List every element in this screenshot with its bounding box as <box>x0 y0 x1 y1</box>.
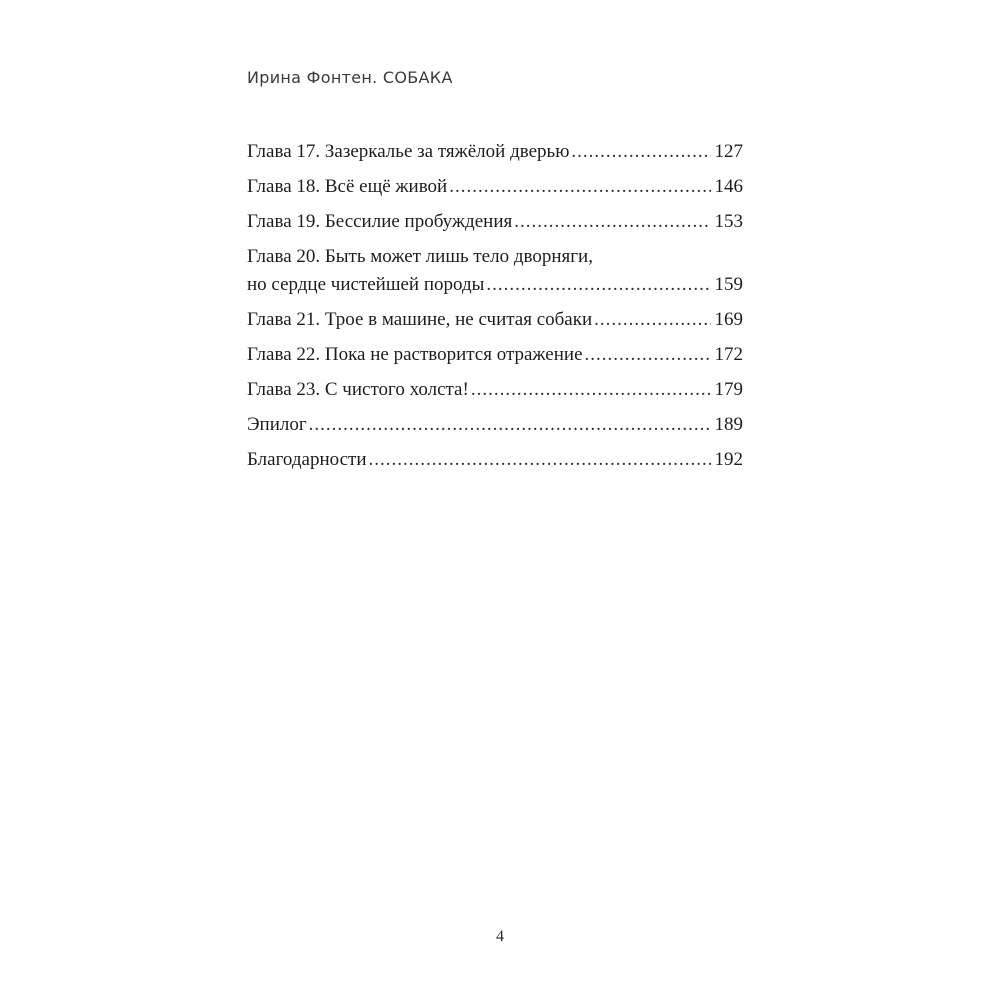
toc-leader-dots <box>449 173 710 201</box>
toc-entry-page: 189 <box>714 414 743 435</box>
page-number: 4 <box>496 928 504 945</box>
toc-leader-dots <box>471 376 711 404</box>
toc-entry-title: Глава 17. Зазеркалье за тяжёлой дверью <box>247 141 570 162</box>
toc-entry-chapter-20[interactable] <box>247 243 743 299</box>
toc-entry-title: Эпилог <box>247 414 307 435</box>
toc-entry-chapter-18[interactable] <box>247 173 743 201</box>
toc-entry-page: 192 <box>714 449 743 470</box>
running-head: Ирина Фонтен. СОБАКА <box>247 68 453 87</box>
toc-leader-dots <box>309 411 711 439</box>
toc-leader-dots <box>369 446 711 474</box>
table-of-contents <box>247 138 743 481</box>
toc-entry-acknowledgements[interactable] <box>247 446 743 474</box>
toc-entry-page: 159 <box>714 274 743 295</box>
toc-entry-page: 169 <box>714 309 743 330</box>
toc-entry-page: 127 <box>714 141 743 162</box>
toc-leader-dots <box>514 208 710 236</box>
toc-leader-dots <box>486 271 710 299</box>
toc-entry-page: 153 <box>714 211 743 232</box>
toc-entry-title: Благодарности <box>247 449 367 470</box>
toc-entry-title: Глава 21. Трое в машине, не считая собаки <box>247 309 593 330</box>
toc-entry-page: 172 <box>714 344 743 365</box>
toc-entry-title: Глава 18. Всё ещё живой <box>247 176 448 197</box>
toc-entry-title-line-1: Глава 20. Быть может лишь тело дворняги, <box>247 246 593 267</box>
toc-leader-dots <box>594 306 710 334</box>
toc-entry-title: Глава 22. Пока не растворится отражение <box>247 344 583 365</box>
toc-entry-title: Глава 23. С чистого холста! <box>247 379 469 400</box>
toc-leader-dots <box>571 138 710 166</box>
toc-entry-chapter-23[interactable] <box>247 376 743 404</box>
toc-entry-epilogue[interactable] <box>247 411 743 439</box>
toc-entry-page: 146 <box>714 176 743 197</box>
toc-entry-title: Глава 19. Бессилие пробуждения <box>247 211 513 232</box>
toc-entry-chapter-19[interactable] <box>247 208 743 236</box>
toc-entry-chapter-17[interactable] <box>247 138 743 166</box>
toc-entry-chapter-22[interactable] <box>247 341 743 369</box>
toc-entry-chapter-21[interactable] <box>247 306 743 334</box>
toc-entry-page: 179 <box>714 379 743 400</box>
toc-leader-dots <box>585 341 711 369</box>
toc-entry-title-line-2: но сердце чистейшей породы <box>247 274 485 295</box>
